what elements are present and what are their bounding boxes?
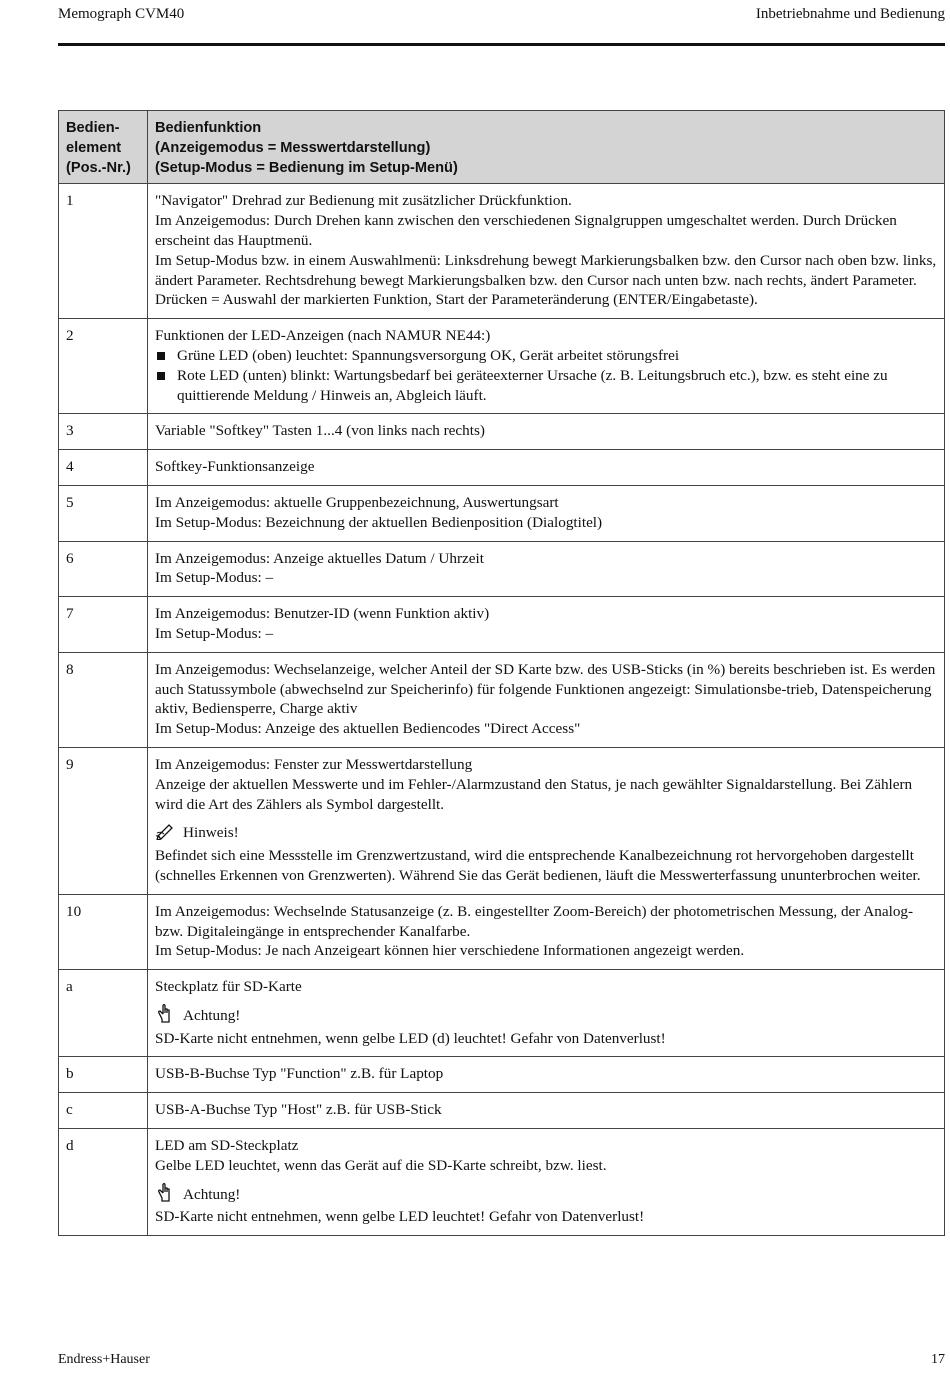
note-heading <box>155 1182 937 1208</box>
table-row <box>59 450 945 486</box>
description-line: Gelbe LED leuchtet, wenn das Gerät auf die SD-Karte schreibt, bzw. liest. <box>155 1156 607 1174</box>
description-line: Im Setup-Modus: Je nach Anzeigeart können hier verschiedene Informationen angezeigt werden. <box>155 942 745 960</box>
note-heading <box>155 1003 937 1029</box>
function-description-cell <box>148 485 945 541</box>
note-text: SD-Karte nicht entnehmen, wenn gelbe LED leuchtet! Gefahr von Datenverlust! <box>155 1208 645 1226</box>
pencil-icon <box>155 820 177 846</box>
caution-note <box>155 1003 937 1049</box>
table-row <box>59 970 945 1057</box>
description-line: Im Anzeigemodus: Anzeige aktuelles Datum / Uhrzeit <box>155 549 484 567</box>
function-description-cell <box>148 597 945 653</box>
description-line: Im Anzeigemodus: Wechselnde Statusanzeige (z. B. eingestellter Zoom-Bereich) der photometrischen Messung, der Analog- bzw. Digitaleingänge in entsprechender Kanalfarbe. <box>155 902 914 940</box>
function-description-cell <box>148 541 945 597</box>
header-line: (Setup-Modus = Bedienung im Setup-Menü) <box>155 159 458 176</box>
footer-company: Endress+Hauser <box>58 1352 150 1367</box>
description-line: Softkey-Funktionsanzeige <box>155 458 315 476</box>
position-number-cell: b <box>59 1057 148 1093</box>
header-line: element <box>66 139 122 156</box>
header-product-name: Memograph CVM40 <box>58 6 185 22</box>
table-row <box>59 319 945 414</box>
function-description-cell <box>148 450 945 486</box>
note-heading <box>155 820 937 846</box>
header-divider <box>58 43 945 46</box>
header-line: (Anzeigemodus = Messwertdarstellung) <box>155 139 431 156</box>
table-row <box>59 485 945 541</box>
page-header <box>58 6 945 28</box>
table-row <box>59 894 945 969</box>
note-title: Hinweis! <box>183 824 239 842</box>
position-number-cell: 1 <box>59 184 148 319</box>
function-description-cell <box>148 184 945 319</box>
table-row <box>59 541 945 597</box>
function-description-cell <box>148 1093 945 1129</box>
function-description-cell <box>148 1129 945 1236</box>
description-line: LED am SD-Steckplatz <box>155 1137 299 1155</box>
position-number-cell: 2 <box>59 319 148 414</box>
header-cell-position <box>59 111 148 184</box>
note-text: SD-Karte nicht entnehmen, wenn gelbe LED (d) leuchtet! Gefahr von Datenverlust! <box>155 1029 666 1047</box>
table-row <box>59 597 945 653</box>
note-title: Achtung! <box>183 1006 241 1024</box>
header-section-title: Inbetriebnahme und Bedienung <box>755 6 945 22</box>
function-description-cell <box>148 319 945 414</box>
list-item: Grüne LED (oben) leuchtet: Spannungsversorgung OK, Gerät arbeitet störungsfrei <box>155 346 937 366</box>
header-line: Bedienfunktion <box>155 120 262 136</box>
led-bullet-list <box>155 346 937 405</box>
description-line: Im Setup-Modus: Bezeichnung der aktuellen Bedienposition (Dialogtitel) <box>155 513 603 531</box>
header-line: Bedien- <box>66 120 120 136</box>
table-row <box>59 414 945 450</box>
table-row <box>59 747 945 894</box>
function-description-cell <box>148 894 945 969</box>
position-number-cell: 8 <box>59 652 148 747</box>
description-line: Im Setup-Modus bzw. in einem Auswahlmenü: Linksdrehung bewegt Markierungsbalken bzw. den Cursor nach oben bzw. links, ändert Parameter. Rechtsdrehung bewegt Markierungsbalken bzw. den Cursor nach unten bzw. nach rechts, ändert Parameter. Drücken = Auswahl der markierten Funktion, Start der Parameteränderung (ENTER/Eingabetaste). <box>155 251 937 309</box>
description-line: Funktionen der LED-Anzeigen (nach NAMUR NE44:) <box>155 327 491 345</box>
position-number-cell: d <box>59 1129 148 1236</box>
function-description-cell <box>148 970 945 1057</box>
position-number-cell: 9 <box>59 747 148 894</box>
position-number-cell: 3 <box>59 414 148 450</box>
note-text: Befindet sich eine Messstelle im Grenzwertzustand, wird die entsprechende Kanalbezeichnung rot hervorgehoben dargestellt (schnelles Erkennen von Grenzwerten). Während Sie das Gerät bedienen, läuft die Messwerterfassung ununterbrochen weiter. <box>155 847 921 884</box>
table-row <box>59 1093 945 1129</box>
function-description-cell <box>148 1057 945 1093</box>
description-line: Im Anzeigemodus: Durch Drehen kann zwischen den verschiedenen Signalgruppen umgeschaltet werden. Durch Drücken erscheint das Hauptmenü. <box>155 212 897 249</box>
description-line: Im Anzeigemodus: aktuelle Gruppenbezeichnung, Auswertungsart <box>155 493 559 511</box>
position-number-cell: c <box>59 1093 148 1129</box>
description-line: Steckplatz für SD-Karte <box>155 978 302 996</box>
table-row <box>59 1129 945 1236</box>
list-item: Rote LED (unten) blinkt: Wartungsbedarf bei geräteexterner Ursache (z. B. Leitungsbruch etc.), bzw. es steht eine zu quittierende Meldung / Hinweis an, Abgleich läuft. <box>155 366 937 406</box>
function-description-cell <box>148 414 945 450</box>
description-line: Im Setup-Modus: – <box>155 624 274 642</box>
description-line: Im Setup-Modus: – <box>155 569 274 587</box>
table-row <box>59 652 945 747</box>
table-row <box>59 184 945 319</box>
description-line: Im Anzeigemodus: Benutzer-ID (wenn Funktion aktiv) <box>155 605 490 623</box>
position-number-cell: 10 <box>59 894 148 969</box>
page-number: 17 <box>931 1352 945 1367</box>
description-line: "Navigator" Drehrad zur Bedienung mit zusätzlicher Drückfunktion. <box>155 192 572 210</box>
hand-icon <box>155 1182 177 1208</box>
header-line: (Pos.-Nr.) <box>66 159 131 176</box>
position-number-cell: 4 <box>59 450 148 486</box>
description-line: Variable "Softkey" Tasten 1...4 (von links nach rechts) <box>155 422 485 440</box>
hint-note <box>155 820 937 885</box>
description-line: Im Anzeigemodus: Fenster zur Messwertdarstellung <box>155 755 473 773</box>
table-header-row <box>59 111 945 184</box>
caution-note <box>155 1182 937 1228</box>
header-cell-function <box>148 111 945 184</box>
function-description-cell <box>148 747 945 894</box>
description-line: Im Setup-Modus: Anzeige des aktuellen Bediencodes "Direct Access" <box>155 720 581 738</box>
description-line: Anzeige der aktuellen Messwerte und im Fehler-/Alarmzustand den Status, je nach gewählter Signaldarstellung. Bei Zählern wird die Art des Zählers als Symbol dargestellt. <box>155 775 913 813</box>
description-line: USB-B-Buchse Typ "Function" z.B. für Laptop <box>155 1065 444 1083</box>
table-body <box>59 184 945 1236</box>
hand-icon <box>155 1003 177 1029</box>
table-row <box>59 1057 945 1093</box>
note-title: Achtung! <box>183 1185 241 1203</box>
function-description-cell <box>148 652 945 747</box>
position-number-cell: a <box>59 970 148 1057</box>
position-number-cell: 6 <box>59 541 148 597</box>
position-number-cell: 7 <box>59 597 148 653</box>
operating-elements-table <box>58 110 945 1236</box>
description-line: Im Anzeigemodus: Wechselanzeige, welcher Anteil der SD Karte bzw. des USB-Sticks (in %) bereits beschrieben ist. Es werden auch Statussymbole (abwechselnd zur Speicherinfo) für folgende Funktionen angezeigt: Simulationsbe-trieb, Datenspeicherung aktiv, Bediensperre, Charge aktiv <box>155 660 936 718</box>
description-line: USB-A-Buchse Typ "Host" z.B. für USB-Stick <box>155 1101 442 1119</box>
position-number-cell: 5 <box>59 485 148 541</box>
